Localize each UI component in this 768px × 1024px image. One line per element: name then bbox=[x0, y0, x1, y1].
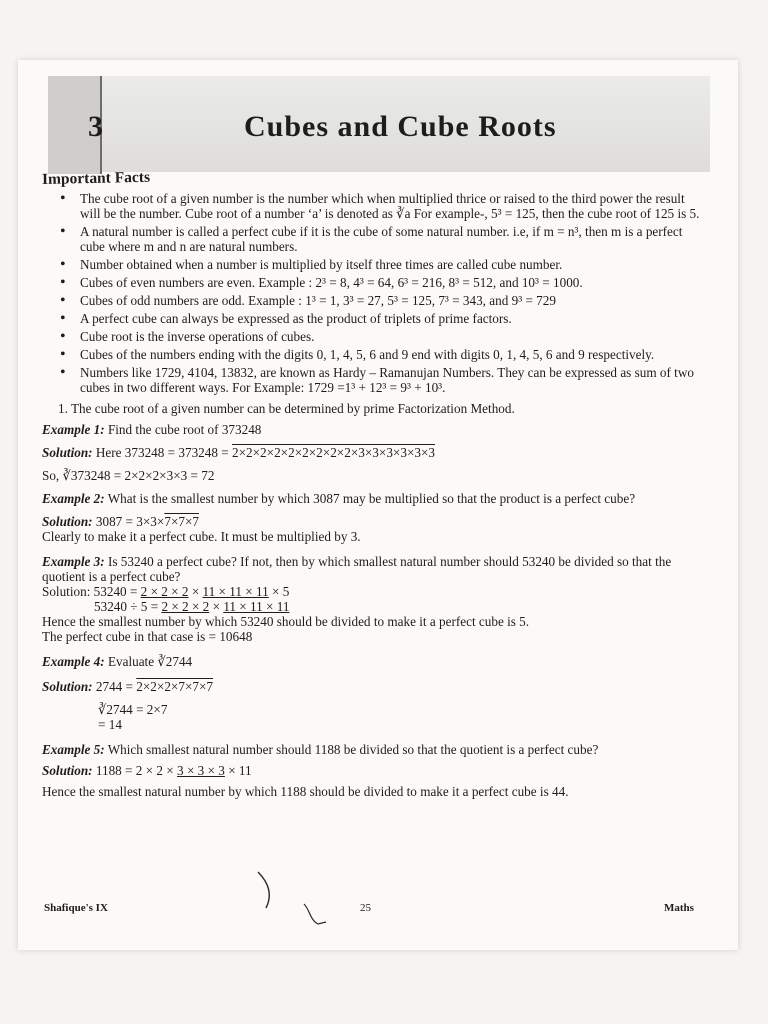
solution-text: Here 373248 = 373248 = bbox=[92, 445, 232, 460]
example-3-solution-line1 bbox=[42, 584, 702, 599]
example-label: Example 3: bbox=[42, 554, 105, 569]
underlined-triplet: 2 × 2 × 2 bbox=[161, 599, 210, 614]
example-3-conclusion: Hence the smallest number by which 53240 should be divided to make it a perfect cube is 5. bbox=[42, 614, 530, 629]
fact-item: • Numbers like 1729, 4104, 13832, are known as Hardy – Ramanujan Numbers. They can be expressed as sum of two cubes in two different ways. For Example: 1729 =1³ + 12³ = 9³ + 10³. bbox=[80, 365, 702, 395]
fact-item: • A perfect cube can always be expressed as the product of triplets of prime factors. bbox=[80, 311, 702, 326]
solution-text: 3087 = 3×3× bbox=[92, 514, 165, 529]
example-3-perfect-cube: The perfect cube in that case is = 10648 bbox=[42, 629, 253, 644]
fact-item: • Cubes of even numbers are even. Example : 2³ = 8, 4³ = 64, 6³ = 216, 8³ = 512, and 10³ = 1000. bbox=[80, 275, 702, 290]
fact-item: • Cubes of odd numbers are odd. Example : 1³ = 1, 3³ = 27, 5³ = 125, 7³ = 343, and 9³ = 729 bbox=[80, 293, 702, 308]
chapter-number: 3 bbox=[88, 110, 103, 143]
example-3-solution-line2 bbox=[42, 599, 702, 614]
underlined-triplet: 3 × 3 × 3 bbox=[177, 763, 225, 778]
example-4-step: ∛2744 = 2×7 bbox=[98, 702, 168, 717]
example-3-question bbox=[42, 554, 702, 584]
example-label: Example 5: bbox=[42, 742, 105, 757]
example-label: Example 2: bbox=[42, 491, 105, 506]
example-text: Find the cube root of 373248 bbox=[104, 422, 262, 437]
footer-page-number: 25 bbox=[360, 902, 371, 914]
example-text: What is the smallest number by which 3087 may be multiplied so that the product is a perfect cube? bbox=[104, 491, 636, 506]
overlined-factors: 7×7×7 bbox=[164, 514, 199, 529]
chapter-title: Cubes and Cube Roots bbox=[244, 110, 557, 143]
example-1-result: So, ∛373248 = 2×2×2×3×3 = 72 bbox=[42, 468, 215, 483]
solution-text: × bbox=[188, 584, 203, 599]
overlined-factors: 2×2×2×2×2×2×2×2×2×3×3×3×3×3×3 bbox=[231, 445, 436, 460]
example-5-solution bbox=[42, 763, 702, 778]
underlined-triplet: 11 × 11 × 11 bbox=[223, 599, 290, 614]
underlined-triplet: 11 × 11 × 11 bbox=[202, 584, 269, 599]
solution-text: × bbox=[209, 599, 224, 614]
solution-text: × 5 bbox=[268, 584, 290, 599]
example-1-solution bbox=[42, 445, 702, 460]
facts-list bbox=[42, 191, 702, 395]
overlined-factors: 2×2×2×7×7×7 bbox=[136, 679, 214, 694]
solution-label: Solution: bbox=[42, 679, 93, 694]
underlined-triplet: 2 × 2 × 2 bbox=[140, 584, 189, 599]
solution-label: Solution: bbox=[42, 445, 93, 460]
solution-text: 53240 ÷ 5 = bbox=[94, 599, 162, 614]
example-label: Example 4: bbox=[42, 654, 105, 669]
solution-label: Solution: bbox=[42, 514, 93, 529]
example-5-conclusion: Hence the smallest natural number by which 1188 should be divided to make it a perfect cube is 44. bbox=[42, 784, 569, 799]
example-text: Which smallest natural number should 1188 be divided so that the quotient is a perfect cube? bbox=[104, 742, 599, 757]
example-text: Evaluate ∛2744 bbox=[104, 654, 193, 669]
fact-item: • A natural number is called a perfect cube if it is the cube of some natural number. i.e, if m = n³, then m is a perfect cube where m and n are natural numbers. bbox=[80, 224, 702, 254]
fact-item: • Number obtained when a number is multiplied by itself three times are called cube number. bbox=[80, 257, 702, 272]
example-text: Is 53240 a perfect cube? If not, then by which smallest natural number should 53240 be divided so that the quotient is a perfect cube? bbox=[42, 554, 672, 584]
solution-text: Solution: 53240 = bbox=[42, 584, 141, 599]
solution-label: Solution: bbox=[42, 763, 93, 778]
footer-subject: Maths bbox=[664, 902, 694, 914]
example-2-solution bbox=[42, 514, 702, 529]
example-5-question bbox=[42, 742, 702, 757]
example-2-conclusion: Clearly to make it a perfect cube. It must be multiplied by 3. bbox=[42, 529, 361, 544]
solution-text: × 11 bbox=[224, 763, 252, 778]
fact-item: • Cubes of the numbers ending with the digits 0, 1, 4, 5, 6 and 9 end with digits 0, 1, 4, 5, 6 and 9 respectively. bbox=[80, 347, 702, 362]
footer-book-title: Shafique's IX bbox=[44, 902, 108, 914]
chapter-header bbox=[48, 76, 710, 172]
solution-text: 2744 = bbox=[92, 679, 137, 694]
pen-mark-icon bbox=[248, 870, 338, 930]
solution-text: 1188 = 2 × 2 × bbox=[92, 763, 178, 778]
textbook-page bbox=[18, 60, 738, 950]
example-label: Example 1: bbox=[42, 422, 105, 437]
example-4-solution bbox=[42, 679, 702, 694]
fact-item: • Cube root is the inverse operations of cubes. bbox=[80, 329, 702, 344]
example-4-question bbox=[42, 654, 702, 669]
fact-item: • The cube root of a given number is the number which when multiplied thrice or raised to the third power the result will be the number. Cube root of a number ‘a’ is denoted as ∛a For example-, 5³ = 125, then the cube root of 125 is 5. bbox=[80, 191, 702, 221]
method-statement: 1. The cube root of a given number can be determined by prime Factorization Method. bbox=[58, 401, 515, 416]
example-1-question bbox=[42, 422, 702, 437]
example-2-question bbox=[42, 491, 702, 506]
example-4-result: = 14 bbox=[98, 717, 122, 732]
page-content bbox=[41, 168, 702, 799]
section-heading: Important Facts bbox=[41, 168, 151, 188]
